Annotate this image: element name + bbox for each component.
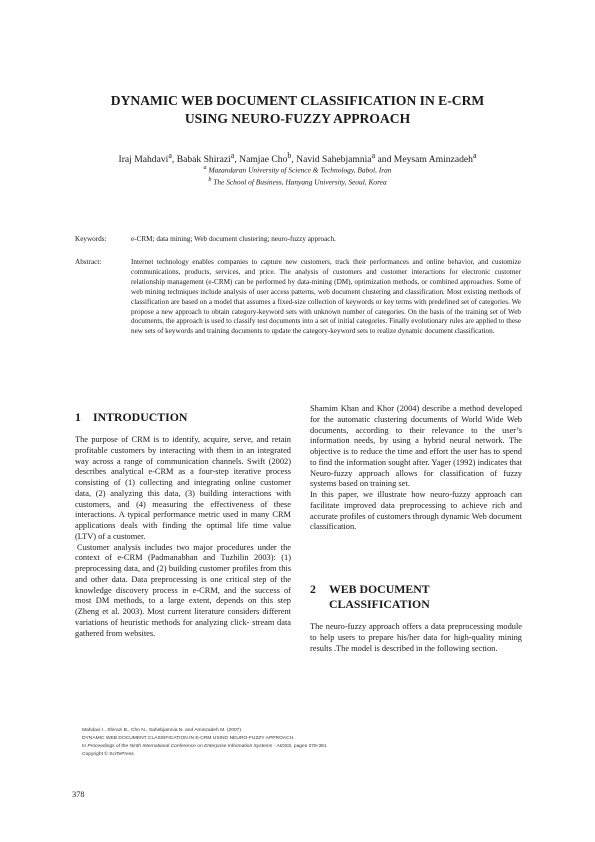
section-heading-introduction xyxy=(75,410,187,425)
keywords-label: Keywords: xyxy=(75,235,107,243)
column-right-body xyxy=(310,404,522,533)
keywords-text: e-CRM; data mining; Web document clustering; neuro-fuzzy approach. xyxy=(131,235,336,243)
affiliation-mark: b xyxy=(208,177,212,183)
section-title-line-2: CLASSIFICATION xyxy=(329,597,430,611)
title-line-2: USING NEURO-FUZZY APPROACH xyxy=(184,111,411,126)
footer-line xyxy=(82,743,327,751)
affiliation-text: Mazandaran University of Science & Technology, Babol, Iran xyxy=(208,165,392,175)
footer-pages: , pages 378-381 xyxy=(291,744,327,749)
author-affiliation-mark: a xyxy=(168,151,172,160)
author-separator: , xyxy=(171,154,177,166)
author-affiliation-mark: a xyxy=(472,151,477,160)
section-title-line-1: WEB DOCUMENT xyxy=(329,582,430,596)
citation-footer xyxy=(82,727,327,759)
abstract-label: Abstract: xyxy=(75,258,102,266)
affiliation-a xyxy=(50,163,545,175)
author-name: Navid Sahebjamnia xyxy=(296,154,372,166)
author-separator: and xyxy=(375,154,394,166)
author-separator: , xyxy=(234,154,240,166)
footer-line: Mahdavi I., Shirazi B., Cho N., Sahebjamnia N. and Aminzadeh M. (2007). xyxy=(82,728,243,733)
section-title: INTRODUCTION xyxy=(93,410,188,424)
title-line-1: DYNAMIC WEB DOCUMENT CLASSIFICATION IN E-CRM xyxy=(110,93,485,108)
author-separator: , xyxy=(291,154,297,166)
author-name: Namjae Cho xyxy=(239,154,288,166)
affiliation-text: The School of Business, Hanyang University, Seoul, Korea xyxy=(213,177,387,187)
author-name: Babak Shirazi xyxy=(176,154,231,166)
section-2-body xyxy=(310,622,522,654)
section-heading-web-document-classification xyxy=(310,582,430,612)
author-affiliation-mark: a xyxy=(230,151,235,160)
paper-title xyxy=(60,92,535,128)
affiliation-b xyxy=(50,175,545,187)
section-number: 2 xyxy=(310,582,316,596)
paragraph: The neuro-fuzzy approach offers a data preprocessing module to help users to prepare his/her data for high-quality mining results .The model is described in the following section. xyxy=(310,622,522,653)
paragraph: The purpose of CRM is to identify, acquire, serve, and retain profitable customers by interacting with them in an integrated way across a range of communication channels. Swift (2002) describes analytical e-CRM as a four-step iterative process consisting of (1) collecting and integrating online customer data, (2) analyzing this data, (3) building interactions with customers, and (4) measuring the effectiveness of these interactions. A typical performance metric used in many CRM applications deals with finding the optimal life time value (LTV) of a customer. xyxy=(75,435,291,541)
section-number: 1 xyxy=(75,410,81,424)
footer-line: DYNAMIC WEB DOCUMENT CLASSIFICATION IN E-CRM USING NEURO-FUZZY APPROACH. xyxy=(82,736,295,741)
footer-text: In xyxy=(82,744,88,749)
footer-copyright: Copyright © SciTePress xyxy=(82,752,134,757)
page-number: 378 xyxy=(72,790,85,799)
paragraph: Shamim Khan and Khor (2004) describe a method developed for the automatic clustering documents of World Wide Web documents, according to their relevance to the user’s information needs, by using a hybrid neural network. The objective is to reduce the time and effort the user has to spend to find the information sought after. Yager (1992) indicates that Neuro-fuzzy approach allows for classification of fuzzy systems based on training set. xyxy=(310,404,522,489)
column-left-body xyxy=(75,435,291,639)
author-name: Meysam Aminzadeh xyxy=(393,154,473,166)
footer-proceedings: Proceedings of the Ninth International Conference on Enterprise Information Systems - AIDSS xyxy=(87,744,292,749)
author-affiliation-mark: a xyxy=(371,151,376,160)
abstract-text: Internet technology enables companies to capture new customers, track their performances and online behavior, and customize communications, products, services, and price. The analysis of customers and customer interactions for electronic customer relationship management (e-CRM) can be performed by data-mining (DM), optimization methods, or combined approaches. Some of web mining techniques include analysis of user access patterns, web document clustering and classification. Most existing methods of classification are based on a model that assumes a fixed-size collection of keywords or key terms with predefined set of categories. We propose a new approach to obtain category-keyword sets with unknown number of categories. On the basis of the training set of Web documents, the approach is used to classify test documents into a set of initial categories. Finally evolutionary rules are applied to these new sets of keywords and training documents to update the category-keyword sets to realize dynamic document classification. xyxy=(131,258,521,336)
paragraph: Customer analysis includes two major procedures under the context of e-CRM (Padmanabhan and Tuzhilin 2003): (1) preprocessing data, and (2) building customer profiles from this and other data. Data preprocessing is one critical step of the knowledge discovery process in e-CRM, and the success of most DM methods, to a large extent, depends on this step (Zheng et al. 2003). Most current literature considers different variations of heuristic methods for analyzing click- stream data gathered from websites. xyxy=(75,542,291,638)
paragraph: In this paper, we illustrate how neuro-fuzzy approach can facilitate improved data preprocessing to achieve rich and accurate profiles of customers through dynamic Web document classification. xyxy=(310,490,522,532)
author-affiliation-mark: b xyxy=(287,151,292,160)
affiliation-mark: a xyxy=(203,165,207,171)
author-name: Iraj Mahdavi xyxy=(118,154,169,166)
